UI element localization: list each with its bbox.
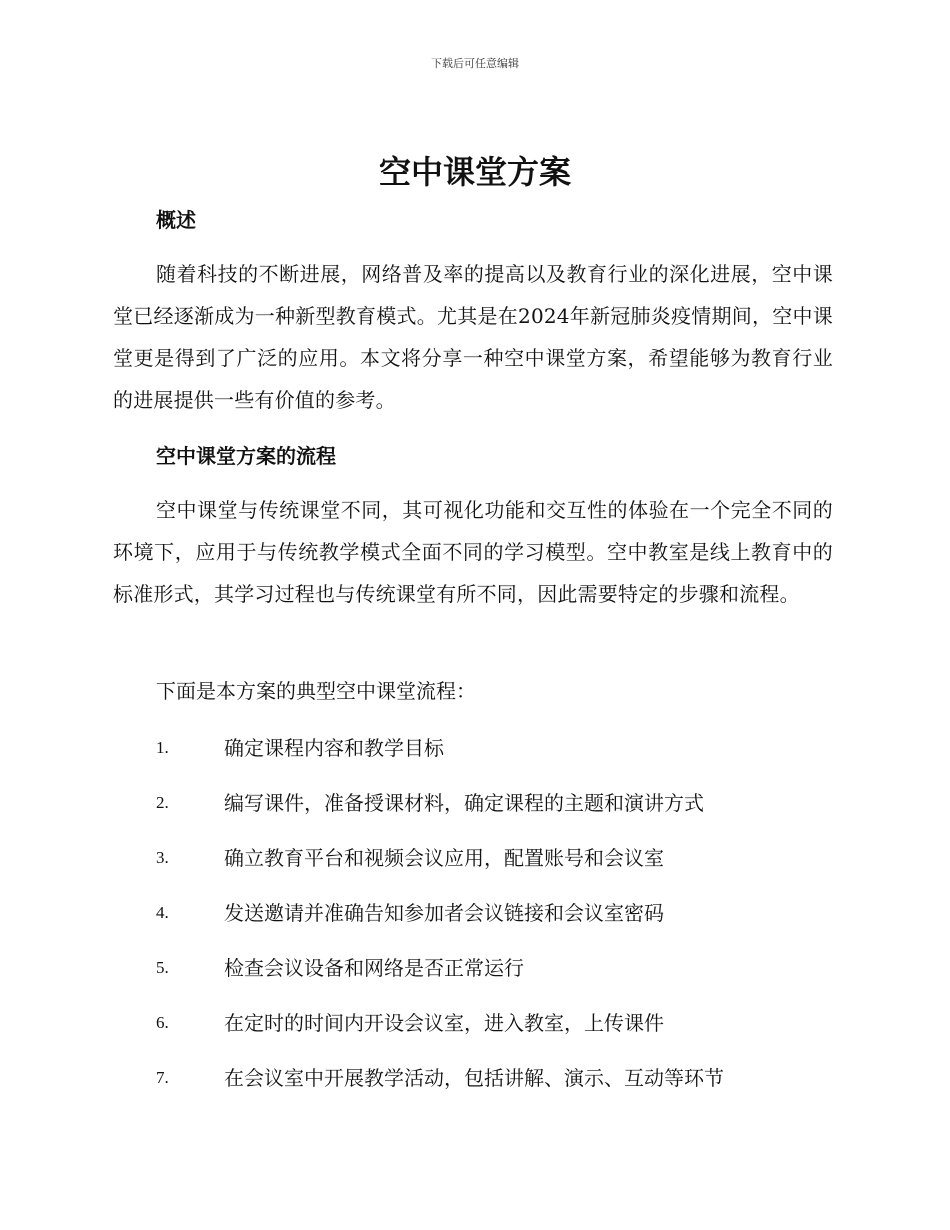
step-text: 确立教育平台和视频会议应用，配置账号和会议室	[224, 846, 664, 870]
list-item	[156, 790, 856, 845]
step-number: 1.	[156, 738, 169, 757]
list-item	[156, 900, 856, 955]
list-item	[156, 735, 856, 790]
steps-intro: 下面是本方案的典型空中课堂流程：	[156, 679, 476, 703]
section-heading-overview: 概述	[156, 208, 196, 232]
step-text: 编写课件，准备授课材料，确定课程的主题和演讲方式	[224, 791, 704, 815]
step-number: 6.	[156, 1013, 169, 1032]
process-step-list	[156, 735, 856, 1120]
step-number: 2.	[156, 793, 169, 812]
list-item	[156, 845, 856, 900]
step-text: 在定时的时间内开设会议室，进入教室，上传课件	[224, 1011, 664, 1035]
step-text: 检查会议设备和网络是否正常运行	[224, 956, 524, 980]
overview-paragraph: 随着科技的不断进展，网络普及率的提高以及教育行业的深化进展，空中课堂已经逐渐成为一种新型教育模式。尤其是在2024年新冠肺炎疫情期间，空中课堂更是得到了广泛的应用。本文将分享一种空中课堂方案，希望能够为教育行业的进展提供一些有价值的参考。	[113, 262, 833, 412]
document-title: 空中课堂方案	[378, 153, 571, 191]
list-item	[156, 1010, 856, 1065]
step-text: 在会议室中开展教学活动，包括讲解、演示、互动等环节	[224, 1066, 724, 1090]
step-number: 3.	[156, 848, 169, 867]
step-number: 7.	[156, 1068, 169, 1087]
step-number: 4.	[156, 903, 169, 922]
process-paragraph: 空中课堂与传统课堂不同，其可视化功能和交互性的体验在一个完全不同的环境下，应用于与传统教学模式全面不同的学习模型。空中教室是线上教育中的标准形式，其学习过程也与传统课堂有所不同，因此需要特定的步骤和流程。	[113, 498, 833, 606]
step-text: 确定课程内容和教学目标	[224, 736, 444, 760]
section-heading-process: 空中课堂方案的流程	[156, 444, 336, 468]
page-header-note: 下载后可任意编辑	[431, 57, 519, 70]
step-number: 5.	[156, 958, 169, 977]
list-item	[156, 955, 856, 1010]
step-text: 发送邀请并准确告知参加者会议链接和会议室密码	[224, 901, 664, 925]
list-item	[156, 1065, 856, 1120]
